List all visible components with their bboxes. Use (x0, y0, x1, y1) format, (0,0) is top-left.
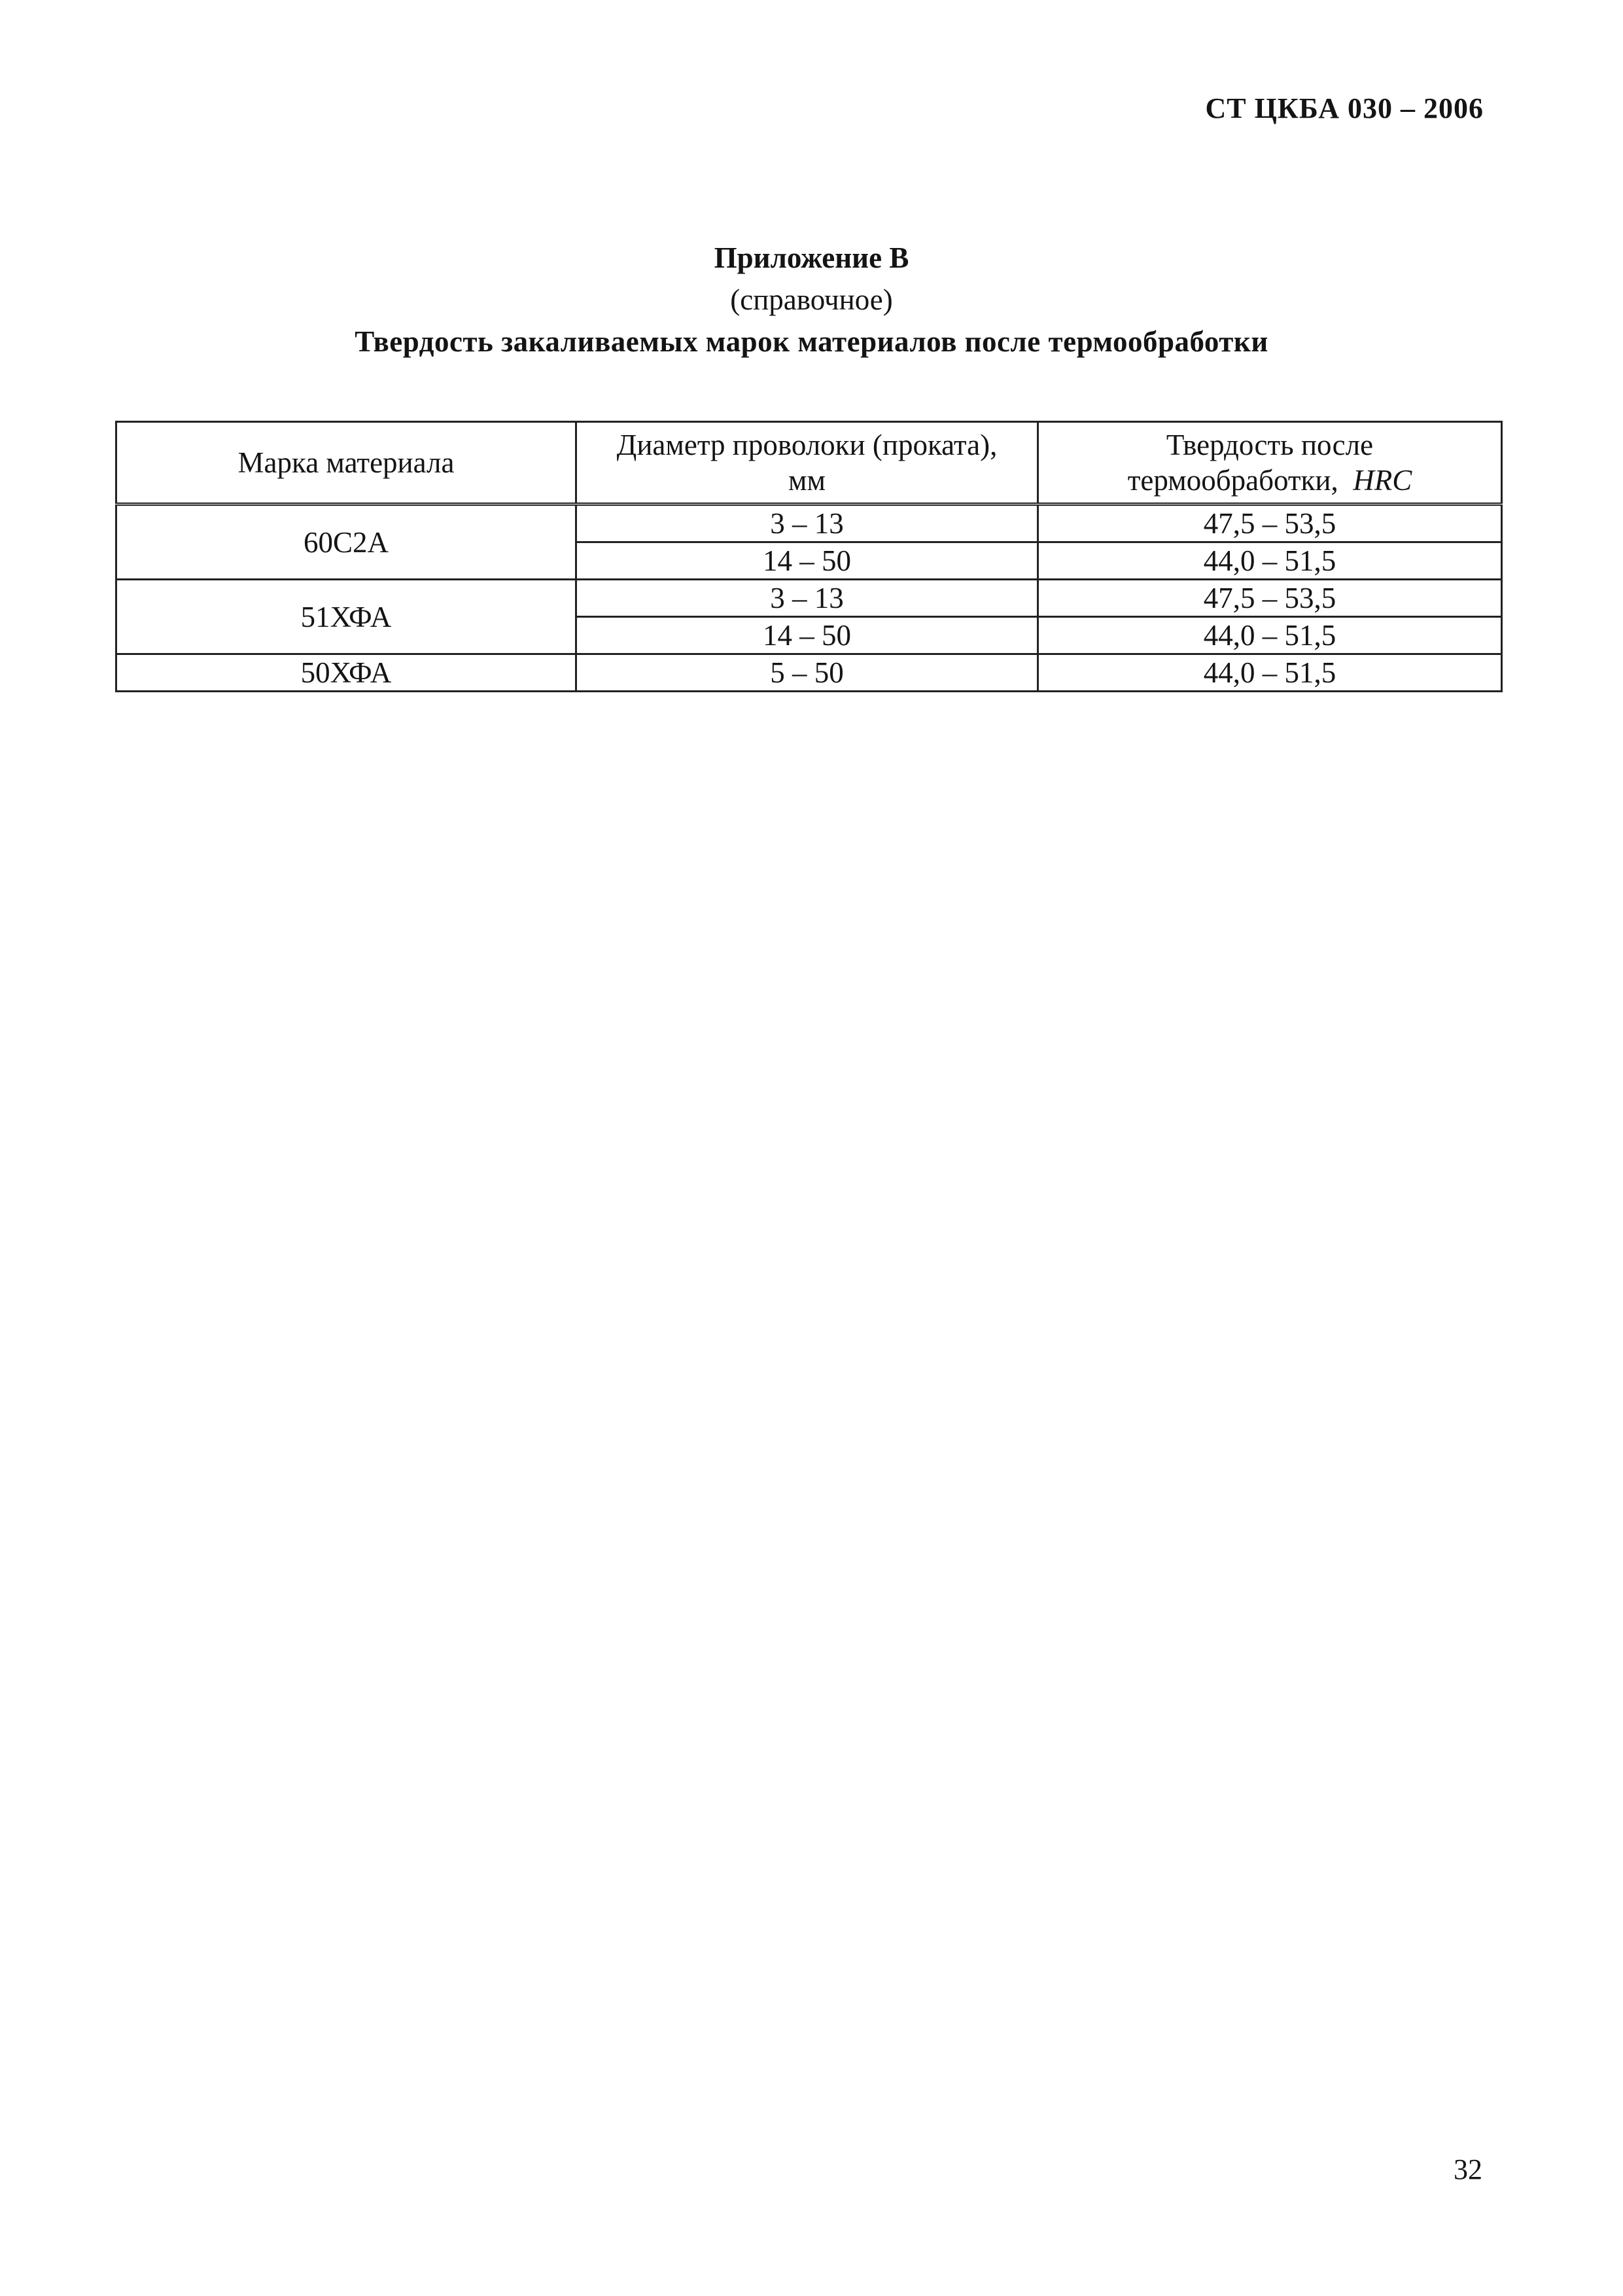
header-diameter-line2: мм (788, 464, 826, 497)
appendix-heading: Твердость закаливаемых марок материалов после термообработки (355, 325, 1268, 358)
header-hardness (1038, 422, 1502, 504)
table-header-row (116, 422, 1502, 504)
table-row (116, 654, 1502, 692)
header-material-label: Марка материала (237, 446, 455, 479)
diameter-cell: 14 – 50 (576, 542, 1038, 580)
hardness-cell: 44,0 – 51,5 (1038, 617, 1502, 654)
hardness-table (115, 421, 1503, 692)
header-hardness-line2: термообработки, (1127, 464, 1338, 497)
table-row (116, 580, 1502, 617)
hardness-cell: 47,5 – 53,5 (1038, 504, 1502, 542)
header-diameter (576, 422, 1038, 504)
diameter-cell: 3 – 13 (576, 580, 1038, 617)
hardness-cell: 44,0 – 51,5 (1038, 654, 1502, 692)
diameter-cell: 5 – 50 (576, 654, 1038, 692)
hardness-cell: 47,5 – 53,5 (1038, 580, 1502, 617)
appendix-header (0, 239, 1623, 361)
material-cell: 51ХФА (116, 580, 576, 654)
table-row (116, 504, 1502, 542)
diameter-cell: 14 – 50 (576, 617, 1038, 654)
hardness-cell: 44,0 – 51,5 (1038, 542, 1502, 580)
material-cell: 50ХФА (116, 654, 576, 692)
appendix-title: Приложение В (714, 241, 909, 274)
material-cell: 60С2А (116, 504, 576, 580)
document-code: СТ ЦКБА 030 – 2006 (1205, 92, 1484, 124)
header-material (116, 422, 576, 504)
header-diameter-line1: Диаметр проволоки (проката), (616, 429, 998, 461)
header-hardness-line1: Твердость после (1166, 429, 1374, 461)
header-hardness-unit: HRC (1353, 464, 1412, 497)
appendix-kind: (справочное) (730, 283, 893, 316)
page-number: 32 (1454, 2153, 1482, 2185)
diameter-cell: 3 – 13 (576, 504, 1038, 542)
